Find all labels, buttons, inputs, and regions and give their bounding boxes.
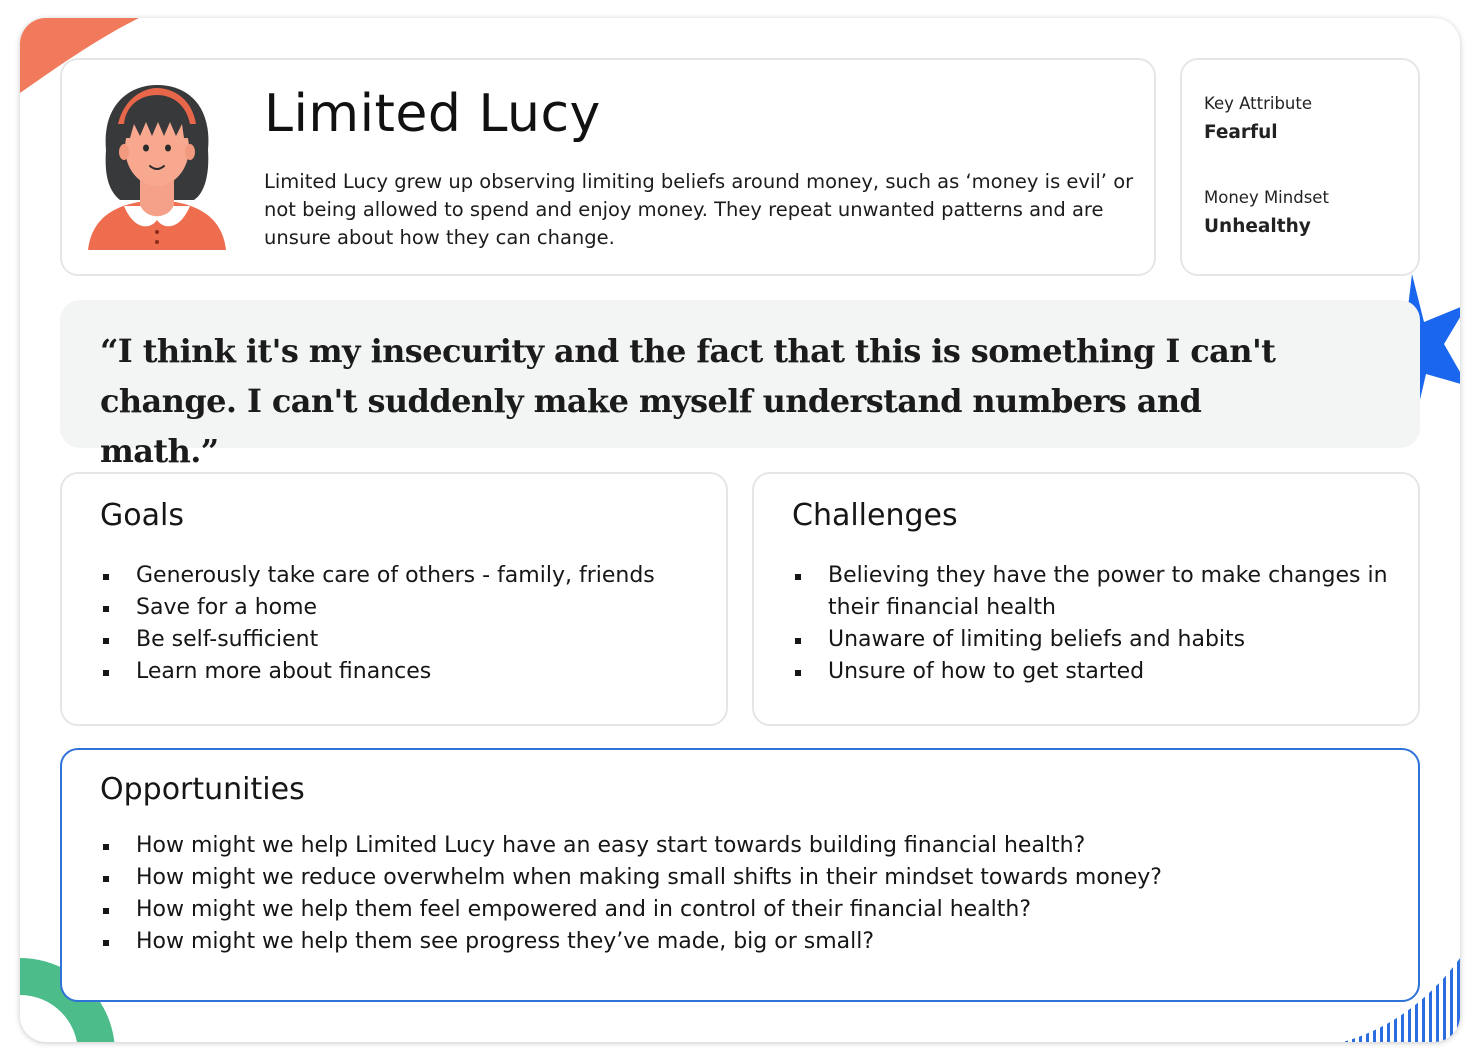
money-mindset-label: Money Mindset (1204, 188, 1329, 207)
challenges-card (752, 472, 1420, 726)
quote-box (60, 300, 1420, 470)
persona-profile-card (60, 58, 1156, 276)
key-attribute-label: Key Attribute (1204, 94, 1313, 113)
goals-list (100, 560, 655, 688)
persona-attributes-card (1180, 58, 1420, 276)
list-item: Unsure of how to get started (792, 656, 1392, 688)
opportunities-list (100, 830, 1162, 958)
woman-avatar-icon (84, 80, 230, 256)
list-item: How might we help Limited Lucy have an easy start towards building financial health? (100, 830, 1162, 862)
opportunities-card (60, 748, 1420, 1002)
persona-name: Limited Lucy (264, 84, 601, 144)
list-item: Be self-sufficient (100, 624, 655, 656)
opportunities-title: Opportunities (100, 772, 305, 807)
list-item: How might we reduce overwhelm when making small shifts in their mindset towards money? (100, 862, 1162, 894)
challenges-list (792, 560, 1392, 688)
challenges-title: Challenges (792, 498, 958, 533)
persona-quote: “I think it's my insecurity and the fact that this is something I can't change. I can't suddenly make myself understand numbers and math.” (100, 332, 1276, 470)
list-item: Believing they have the power to make changes in their financial health (792, 560, 1392, 624)
list-item: How might we help them see progress they’ve made, big or small? (100, 926, 1162, 958)
money-mindset-value: Unhealthy (1204, 216, 1311, 237)
persona-card-frame (20, 18, 1460, 1042)
list-item: Unaware of limiting beliefs and habits (792, 624, 1392, 656)
avatar (84, 80, 230, 256)
list-item: Save for a home (100, 592, 655, 624)
key-attribute-value: Fearful (1204, 122, 1278, 143)
list-item: How might we help them feel empowered and in control of their financial health? (100, 894, 1162, 926)
list-item: Learn more about finances (100, 656, 655, 688)
persona-description: Limited Lucy grew up observing limiting beliefs around money, such as ‘money is evil’ or not being allowed to spend and enjoy money. They repeat unwanted patterns and are unsure about how they can change. (264, 170, 1134, 249)
goals-title: Goals (100, 498, 184, 533)
goals-card (60, 472, 728, 726)
list-item: Generously take care of others - family, friends (100, 560, 655, 592)
